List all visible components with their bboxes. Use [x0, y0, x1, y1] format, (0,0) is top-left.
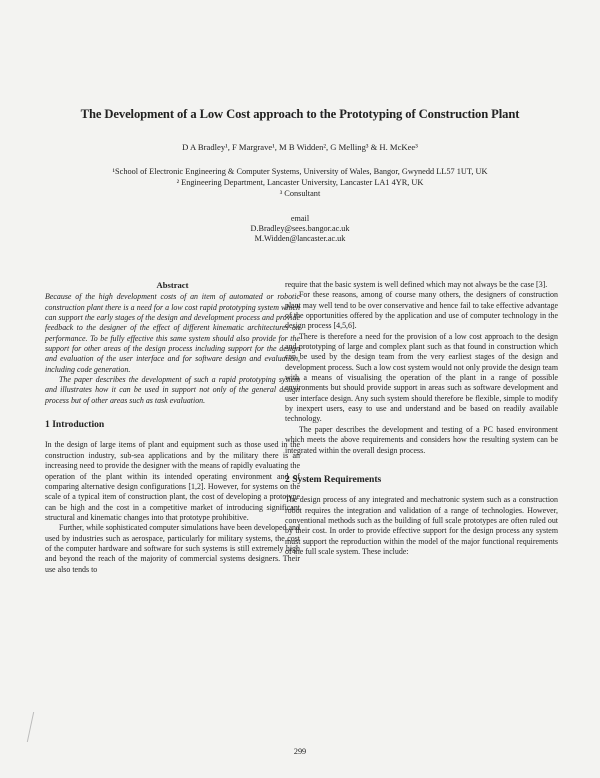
abstract-heading: Abstract [156, 280, 189, 290]
abstract-paragraph: The paper describes the development of such a rapid prototyping system and illustrates how it can be used in support not only of the general design process but of other areas such as task evaluation. [45, 375, 300, 405]
body-paragraph: For these reasons, among of course many others, the designers of construction plant may well tend to be over conservative and hence fail to take effective advantage of the opportunities offered by the application and use of computer technology in the design process [4,5,6]. [285, 290, 558, 331]
body-paragraph: There is therefore a need for the provision of a low cost approach to the design and prototyping of large and complex plant such as that found in construction which can be used by the design team from the very earliest stages of the design and development process. Such a low cost system would not only provide the design team with a means of visualising the operation of the plant in a range of possible environments but should provide support in areas such as software development and user interface design. Any such system should therefore be flexible, simple to modify by inexpert users, easy to use and understand and be based on readily available technology. [285, 331, 558, 424]
body-paragraph: The paper describes the development and testing of a PC based environment which meets the above requirements and considers how the resulting system can be integrated within the overall design process. [285, 424, 558, 455]
email-label: email [290, 214, 310, 223]
right-column [285, 280, 558, 557]
body-paragraph: Further, while sophisticated computer simulations have been developed and used by industries such as aerospace, particularly for military systems, the cost of the computer hardware and software for such systems is still extremely high and beyond the reach of the majority of commercial systems designers. Their use also tends to [45, 523, 300, 574]
body-paragraph: The design process of any integrated and mechatronic system such as a construction robot requires the integration and validation of a range of technologies. However, conventional methods such as the building of full scale prototypes are often ruled out by their cost. In order to provide effective support for the design process any system must support the reproduction within the model of the major functional requirements of the full scale system. These include: [285, 495, 558, 556]
affiliation-2: ² Engineering Department, Lancaster University, Lancaster LA1 4YR, UK [176, 178, 424, 187]
section-heading-system-requirements: 2 System Requirements [285, 473, 382, 485]
page-number: 299 [293, 747, 307, 756]
left-column [45, 280, 300, 575]
email-address-2: M.Widden@lancaster.ac.uk [254, 234, 346, 243]
author-list: D A Bradley¹, F Margrave¹, M B Widden², G Melling³ & H. McKee³ [182, 142, 418, 152]
affiliation-1: ¹School of Electronic Engineering & Computer Systems, University of Wales, Bangor, Gwynedd LL57 1UT, UK [112, 167, 488, 176]
email-address-1: D.Bradley@sees.bangor.ac.uk [250, 224, 350, 233]
email-block [0, 214, 600, 244]
paper-title: The Development of a Low Cost approach to the Prototyping of Construction Plant [80, 107, 520, 121]
scan-margin-mark [27, 712, 40, 742]
section-heading-introduction: 1 Introduction [45, 419, 105, 431]
affiliation-3: ³ Consultant [279, 189, 321, 198]
abstract-paragraph: Because of the high development costs of an item of automated or robotic construction plant there is a need for a low cost rapid prototyping system which can support the early stages of the design and development process and provide feedback to the designer of the effect of different kinematic architectures on performance. To be fully effective this same system should also provide for the support for other areas of the design process including support for the design and evaluation of the user interface and for software design and evaluation, including code generation. [45, 292, 300, 374]
body-paragraph: require that the basic system is well defined which may not always be the case [3]. [285, 280, 548, 289]
body-paragraph: In the design of large items of plant and equipment such as those used in the construction industry, sub-sea applications and by the military there is an increasing need to provide the designer with the means of rapidly evaluating the operation of the plant within its intended operating environment and of comparing alternative design configurations [1,2]. However, for systems on the scale of a typical item of construction plant, the cost of developing a prototype can be high and the cost in a competitive market of introducing significant structural and kinematic changes into that prototype prohibitive. [45, 440, 300, 522]
